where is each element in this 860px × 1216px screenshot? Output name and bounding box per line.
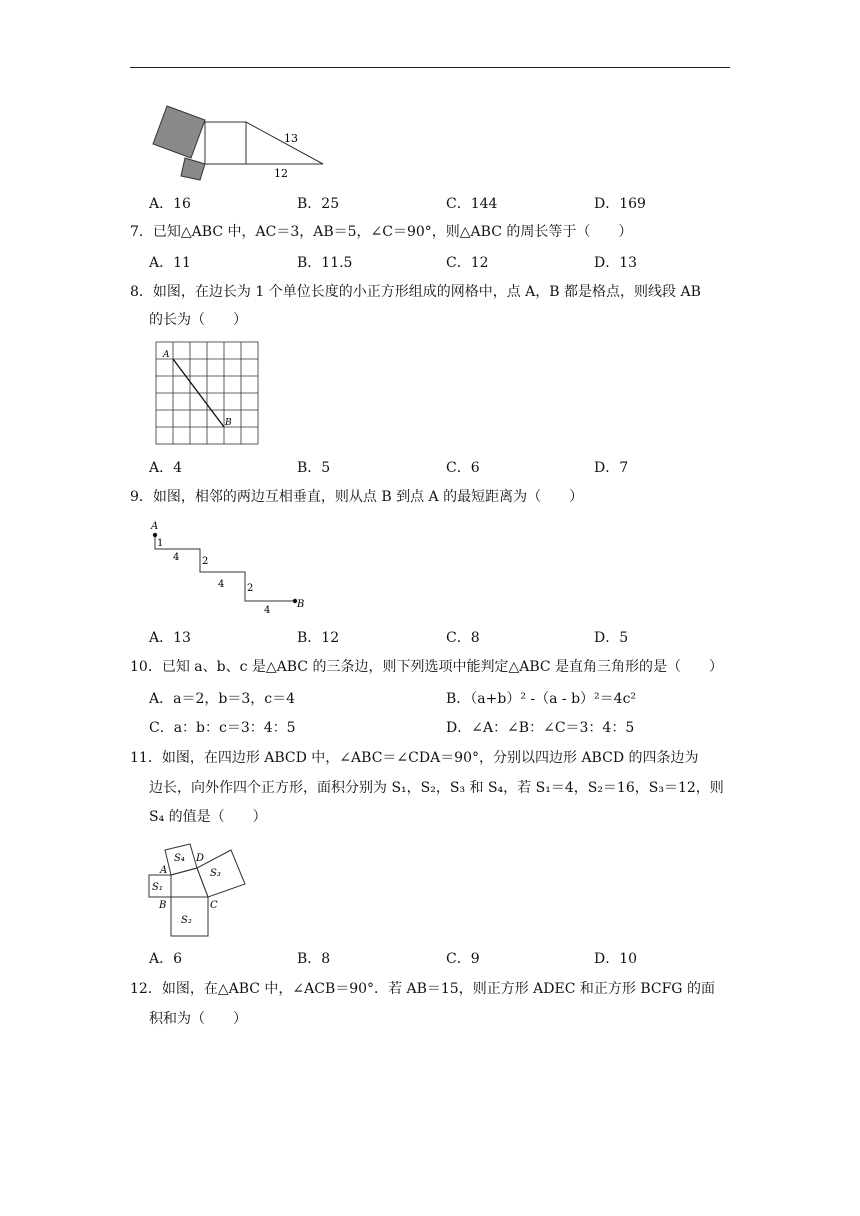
- q11-quadrilateral-figure: [146, 838, 256, 943]
- q9-option-c[interactable]: C．8: [446, 630, 480, 646]
- label-s4: S₄: [174, 853, 185, 864]
- q11-option-b[interactable]: B．8: [297, 951, 331, 967]
- label-seg-1: 1: [157, 538, 164, 549]
- label-d: D: [196, 853, 205, 864]
- white-square: [205, 122, 246, 164]
- q6-option-a[interactable]: A．16: [149, 196, 191, 212]
- q9-stem: 9．如图，相邻的两边互相垂直，则从点 B 到点 A 的最短距离为（ ）: [130, 489, 584, 505]
- label-seg-2b: 2: [247, 583, 254, 594]
- q8-option-d[interactable]: D．7: [594, 460, 629, 476]
- q8-stem-line2: 的长为（ ）: [149, 312, 247, 328]
- label-a: A: [151, 521, 159, 532]
- q11-stem-line2: 边长，向外作四个正方形，面积分别为 S₁，S₂，S₃ 和 S₄，若 S₁＝4，S₂＝16，S₃＝12，则: [149, 780, 724, 796]
- q8-option-b[interactable]: B．5: [297, 460, 331, 476]
- q10-option-b[interactable]: B．（a+b）² -（a - b）²＝4c²: [446, 691, 637, 707]
- q10-option-d[interactable]: D．∠A：∠B：∠C＝3：4：5: [446, 720, 635, 736]
- q7-option-b[interactable]: B．11.5: [297, 255, 353, 271]
- label-b: B: [297, 599, 305, 610]
- q8-grid-figure: [150, 338, 262, 448]
- q11-option-d[interactable]: D．10: [594, 951, 638, 967]
- q9-staircase-figure: [146, 515, 316, 620]
- q8-option-c[interactable]: C．6: [446, 460, 480, 476]
- shaded-square-small: [181, 158, 205, 180]
- label-s3: S₃: [210, 868, 221, 879]
- point-a-label: A: [163, 350, 170, 360]
- square-s3: [197, 850, 245, 897]
- q12-stem-line2: 积和为（ ）: [149, 1011, 247, 1027]
- label-c: C: [210, 900, 218, 911]
- label-seg-4a: 4: [173, 552, 180, 563]
- q11-stem-line1: 11．如图，在四边形 ABCD 中，∠ABC＝∠CDA＝90°，分别以四边形 ABCD 的四条边为: [130, 750, 699, 766]
- hyp-label: 13: [284, 132, 298, 145]
- label-s2: S₂: [181, 915, 192, 926]
- q11-option-c[interactable]: C．9: [446, 951, 480, 967]
- label-seg-4b: 4: [218, 579, 225, 590]
- q6-option-d[interactable]: D．169: [594, 196, 646, 212]
- q6-option-c[interactable]: C．144: [446, 196, 498, 212]
- label-b: B: [159, 900, 167, 911]
- q10-stem: 10．已知 a、b、c 是△ABC 的三条边，则下列选项中能判定△ABC 是直角三角形的是（ ）: [130, 659, 724, 675]
- q10-option-a[interactable]: A．a＝2，b＝3，c＝4: [149, 691, 295, 707]
- shaded-square-large: [153, 106, 205, 158]
- q6-figure: [148, 100, 328, 185]
- q11-option-a[interactable]: A．6: [149, 951, 183, 967]
- label-a: A: [160, 865, 168, 876]
- q9-option-a[interactable]: A．13: [149, 630, 191, 646]
- q7-option-a[interactable]: A．11: [149, 255, 191, 271]
- q6-option-b[interactable]: B．25: [297, 196, 340, 212]
- label-seg-4c: 4: [264, 605, 271, 616]
- q7-option-c[interactable]: C．12: [446, 255, 489, 271]
- q10-option-c[interactable]: C．a：b：c＝3：4：5: [149, 720, 296, 736]
- label-s1: S₁: [152, 882, 163, 893]
- point-b-label: B: [225, 418, 232, 428]
- staircase-path: [155, 535, 295, 601]
- quadrilateral-abcd: [171, 868, 208, 897]
- q7-option-d[interactable]: D．13: [594, 255, 638, 271]
- q7-stem: 7．已知△ABC 中，AC＝3，AB＝5，∠C＝90°，则△ABC 的周长等于（ ）: [130, 224, 633, 240]
- q9-option-b[interactable]: B．12: [297, 630, 340, 646]
- leg-label: 12: [274, 167, 288, 180]
- q12-stem-line1: 12．如图，在△ABC 中，∠ACB＝90°．若 AB＝15，则正方形 ADEC 和正方形 BCFG 的面: [130, 981, 715, 997]
- header-rule: [130, 67, 730, 68]
- q9-option-d[interactable]: D．5: [594, 630, 629, 646]
- q11-stem-line3: S₄ 的值是（ ）: [149, 809, 267, 825]
- label-seg-2a: 2: [202, 556, 209, 567]
- q8-stem-line1: 8．如图，在边长为 1 个单位长度的小正方形组成的网格中，点 A，B 都是格点，则线段 AB: [130, 284, 701, 300]
- q8-option-a[interactable]: A．4: [149, 460, 183, 476]
